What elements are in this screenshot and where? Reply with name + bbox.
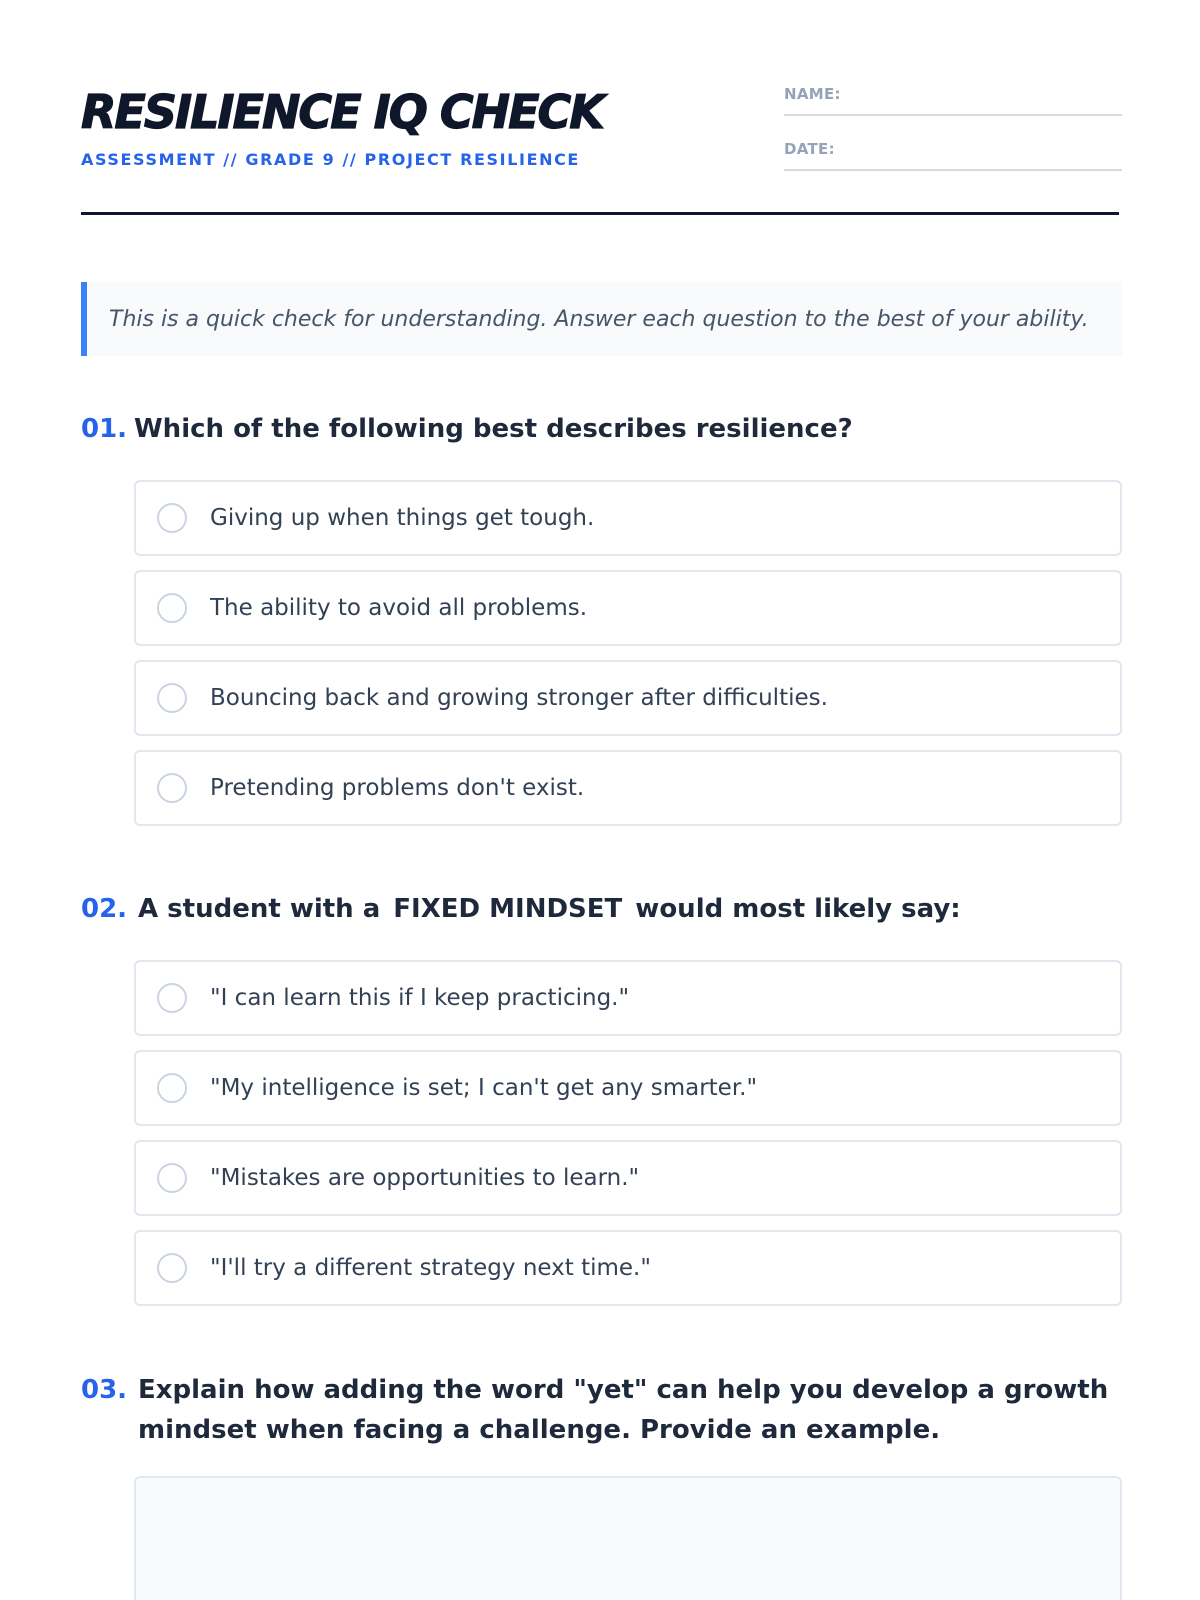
question-text-after: would most likely say: bbox=[635, 894, 961, 924]
question-number: 01. bbox=[81, 414, 128, 444]
answer-option[interactable] bbox=[134, 570, 1122, 646]
name-field[interactable] bbox=[784, 84, 1122, 116]
answer-option[interactable] bbox=[134, 1140, 1122, 1216]
intro-text: This is a quick check for understanding. Answer each question to the best of your ability. bbox=[109, 306, 1089, 332]
page-subtitle: ASSESSMENT // GRADE 9 // PROJECT RESILIENCE bbox=[81, 150, 580, 169]
date-field-label: DATE: bbox=[784, 140, 835, 158]
name-field-label: NAME: bbox=[784, 85, 841, 103]
radio-circle-icon[interactable] bbox=[157, 1163, 187, 1193]
option-label: "Mistakes are opportunities to learn." bbox=[210, 1165, 640, 1191]
question-2-options bbox=[134, 960, 1122, 1306]
question-2 bbox=[81, 889, 1122, 1320]
radio-circle-icon[interactable] bbox=[157, 503, 187, 533]
question-text-before: A student with a bbox=[138, 894, 381, 924]
answer-option[interactable] bbox=[134, 480, 1122, 556]
question-1 bbox=[81, 409, 1122, 840]
radio-circle-icon[interactable] bbox=[157, 1253, 187, 1283]
option-label: "My intelligence is set; I can't get any smarter." bbox=[210, 1075, 758, 1101]
answer-option[interactable] bbox=[134, 660, 1122, 736]
header bbox=[81, 0, 1119, 216]
answer-option[interactable] bbox=[134, 1230, 1122, 1306]
question-text: Explain how adding the word "yet" can help you develop a growth mindset when facing a challenge. Provide an example. bbox=[138, 1375, 1109, 1445]
question-text: Which of the following best describes resilience? bbox=[134, 414, 853, 444]
question-1-options bbox=[134, 480, 1122, 826]
question-3 bbox=[81, 1370, 1122, 1450]
option-label: Bouncing back and growing stronger after difficulties. bbox=[210, 685, 828, 711]
header-divider bbox=[81, 212, 1119, 215]
question-text bbox=[138, 889, 961, 929]
radio-circle-icon[interactable] bbox=[157, 983, 187, 1013]
option-label: Pretending problems don't exist. bbox=[210, 775, 585, 801]
date-field[interactable] bbox=[784, 139, 1122, 171]
page-title: RESILIENCE IQ CHECK bbox=[81, 85, 603, 139]
question-number: 02. bbox=[81, 894, 128, 924]
radio-circle-icon[interactable] bbox=[157, 683, 187, 713]
option-label: The ability to avoid all problems. bbox=[210, 595, 588, 621]
question-3-heading bbox=[81, 1370, 1122, 1450]
radio-circle-icon[interactable] bbox=[157, 773, 187, 803]
radio-circle-icon[interactable] bbox=[157, 593, 187, 623]
radio-circle-icon[interactable] bbox=[157, 1073, 187, 1103]
answer-option[interactable] bbox=[134, 960, 1122, 1036]
fixed-mindset-highlight: FIXED MINDSET bbox=[393, 894, 623, 924]
question-1-heading bbox=[81, 409, 1122, 449]
written-answer-field[interactable] bbox=[134, 1476, 1122, 1600]
question-number: 03. bbox=[81, 1375, 128, 1405]
intro-callout bbox=[81, 282, 1122, 356]
question-2-heading bbox=[81, 889, 1122, 929]
option-label: "I'll try a different strategy next time." bbox=[210, 1255, 651, 1281]
student-info-fields bbox=[784, 84, 1122, 194]
answer-option[interactable] bbox=[134, 1050, 1122, 1126]
answer-option[interactable] bbox=[134, 750, 1122, 826]
option-label: Giving up when things get tough. bbox=[210, 505, 595, 531]
option-label: "I can learn this if I keep practicing." bbox=[210, 985, 630, 1011]
